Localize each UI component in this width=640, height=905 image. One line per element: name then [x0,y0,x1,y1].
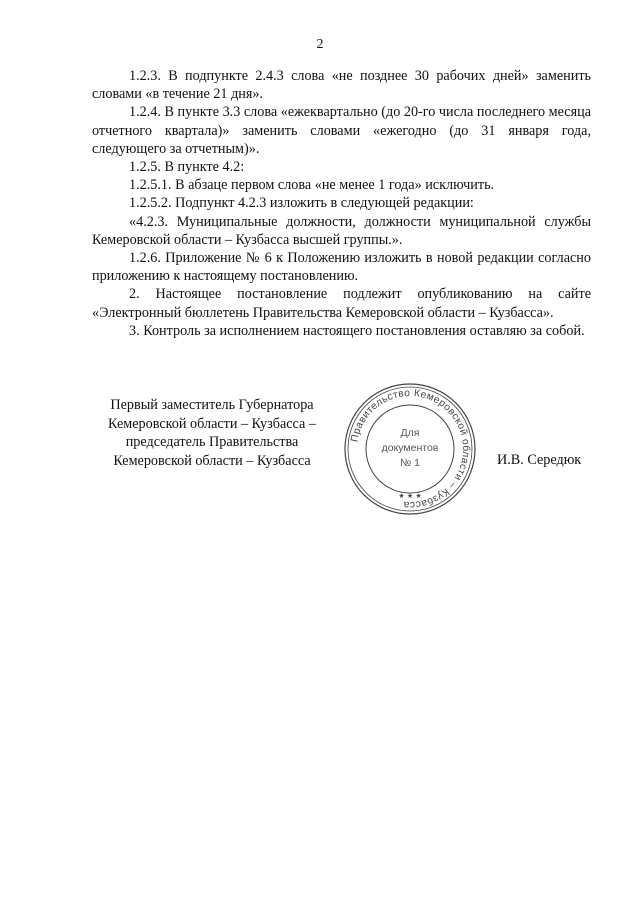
stamp-inner-line: документов [381,442,439,454]
position-line: председатель Правительства [125,434,299,451]
paragraph-1-2-4: 1.2.4. В пункте 3.3 слова «ежеквартально (до 20-го числа последнего месяца отчетного квартала)» заменить словами «ежегодно (до 31 января года, следующего за отчетным)». [92,104,591,157]
stamp-graphic [342,381,478,517]
signatory-position [92,396,332,470]
paragraph-1-2-3: 1.2.3. В подпункте 2.4.3 слова «не позднее 30 рабочих дней» заменить словами «в течение 21 дня». [92,68,591,103]
paragraph-1-2-6: 1.2.6. Приложение № 6 к Положению изложить в новой редакции согласно приложению к настоящему постановлению. [92,250,591,285]
stamp-outer-text: Правительство Кемеровской области – Кузбасса [349,387,472,511]
paragraph-1-2-5-2: 1.2.5.2. Подпункт 4.2.3 изложить в следующей редакции: [129,195,474,212]
paragraph-3: 3. Контроль за исполнением настоящего постановления оставляю за собой. [129,322,585,339]
position-line: Первый заместитель Губернатора [110,397,314,413]
stamp-inner-line: Для [400,427,420,439]
paragraph-1-2-5: 1.2.5. В пункте 4.2: [129,159,245,176]
paragraph-1-2-5-1: 1.2.5.1. В абзаце первом слова «не менее 1 года» исключить. [129,177,495,194]
position-line: Кемеровской области – Кузбасса [113,452,311,469]
paragraph-2: 2. Настоящее постановление подлежит опубликованию на сайте «Электронный бюллетень Правительства Кемеровской области – Кузбасса». [92,286,591,321]
stamp-stars: ★ ★ ★ [398,492,422,500]
position-line: Кемеровской области – Кузбасса – [108,415,316,432]
paragraph-4-2-3-quote: «4.2.3. Муниципальные должности, должности муниципальной службы Кемеровской области – Кузбасса высшей группы.». [92,213,591,248]
official-stamp [342,381,478,517]
stamp-inner-line: № 1 [399,457,421,469]
page-number: 2 [316,37,324,52]
document-body [92,67,591,340]
signer-name: И.В. Середюк [497,452,582,468]
